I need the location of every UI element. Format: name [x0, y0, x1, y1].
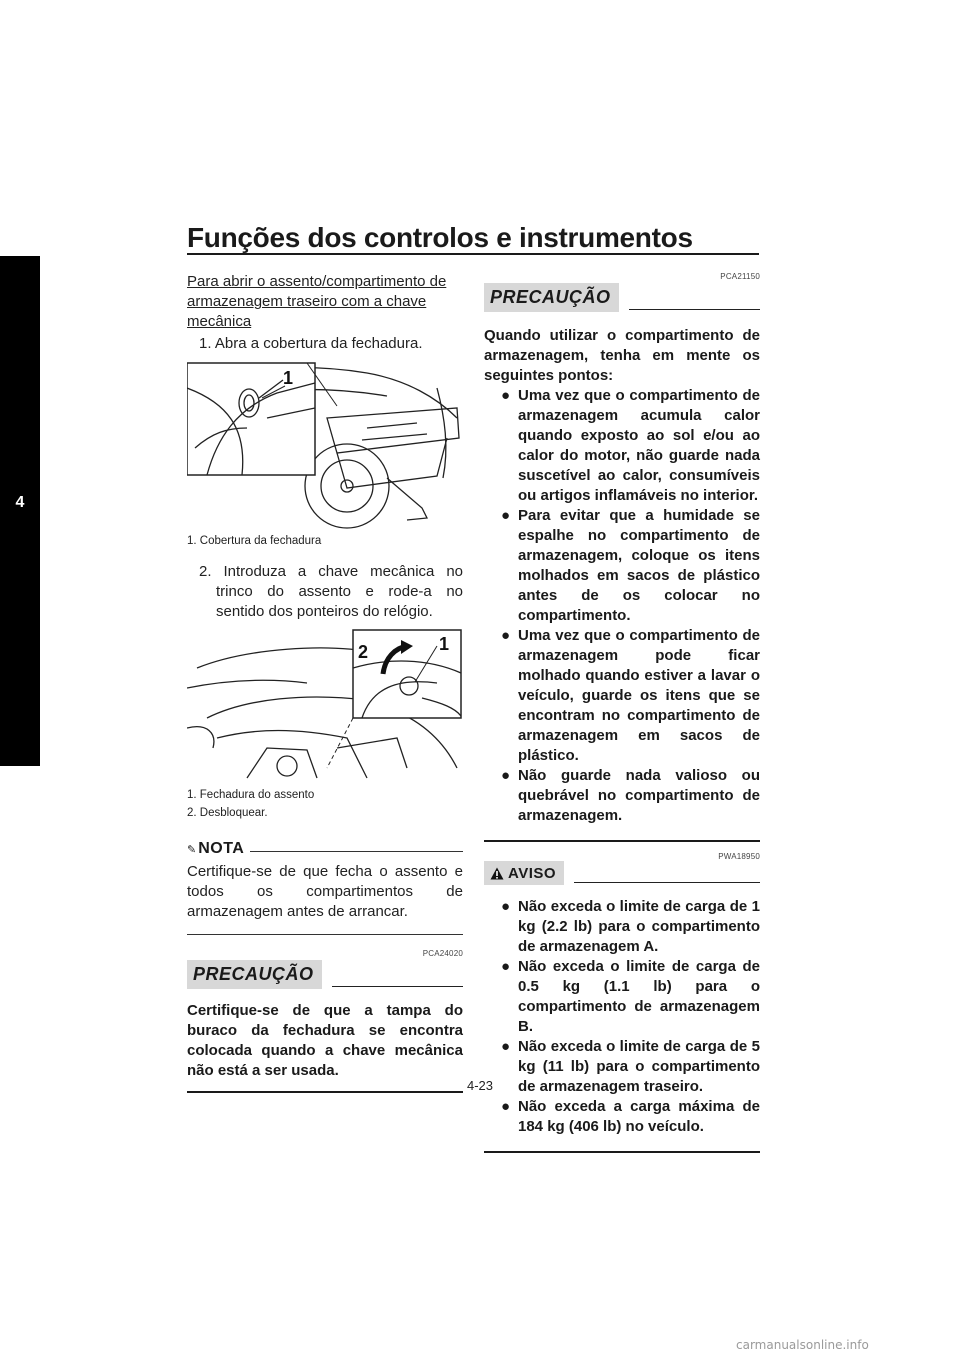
chapter-number: 4 [15, 494, 25, 511]
nota-label: NOTA [198, 840, 245, 857]
warning-code: PWA18950 [718, 852, 760, 861]
caution-code-left: PCA24020 [422, 949, 463, 958]
caution-header-right [484, 283, 760, 312]
bullet-dot-icon: ● [501, 898, 511, 915]
nota-text: Certifique-se de que fecha o assento e todos os compartimentos de armazenagem antes de arrancar. [187, 863, 463, 920]
nota-header [187, 840, 463, 858]
figure-1-caption: 1. Cobertura da fechadura [187, 535, 322, 547]
step-2: 2. Introduza a chave mecânica no trinco do assento e rode-a no sentido dos ponteiros do relógio. [199, 563, 463, 620]
warning-end-rule [484, 1151, 760, 1153]
seat-lock-illustration [187, 628, 463, 784]
caution-header-rule-right [629, 309, 760, 311]
bullet-dot-icon: ● [501, 767, 511, 784]
nota-end-rule [187, 934, 463, 935]
warning-bullet-list [484, 897, 760, 1137]
page-title: Funções dos controlos e instrumentos [187, 222, 693, 253]
caution-bullet-list [484, 386, 760, 826]
caution-end-rule-left [187, 1091, 463, 1093]
right-column [484, 272, 760, 1153]
bullet-dot-icon: ● [501, 387, 511, 404]
callout-2: 2 [358, 642, 369, 662]
warning-bullet: ● Não exceda a carga máxima de 184 kg (406 lb) no veículo. [501, 1098, 760, 1135]
warning-bullet: ● Não exceda o limite de carga de 1 kg (2.2 lb) para o compartimento de armazenagem A. [501, 898, 760, 955]
caution-text-left: Certifique-se de que a tampa do buraco da fechadura se encontra colocada quando a chave mecânica não está a ser usada. [187, 1002, 463, 1079]
warning-badge [484, 861, 564, 885]
callout-1: 1 [283, 368, 294, 388]
warning-header [484, 861, 760, 885]
bullet-dot-icon: ● [501, 1098, 511, 1115]
left-column [187, 272, 463, 1093]
title-rule [187, 253, 759, 255]
bullet-dot-icon: ● [501, 627, 511, 644]
note-pencil-icon: ✎ [187, 843, 197, 856]
nota-header-rule [250, 851, 463, 852]
warning-triangle-icon [490, 867, 504, 880]
watermark: carmanualsonline.info [736, 1338, 869, 1352]
bullet-dot-icon: ● [501, 1038, 511, 1055]
warning-header-rule [574, 882, 760, 884]
lock-cover-illustration [187, 358, 463, 530]
caution-bullet: ● Uma vez que o compartimento de armazenagem acumula calor quando exposto ao sol e/ou ao calor do motor, não guarde nada suscetível ao calor, consumíveis ou artigos inflamáveis no interior. [501, 387, 760, 504]
scooter-seat-lock-drawing [187, 628, 463, 784]
callout-1b: 1 [439, 634, 450, 654]
caution-intro-right: Quando utilizar o compartimento de armazenagem, tenha em mente os seguintes pontos: [484, 327, 760, 384]
caution-end-rule-right [484, 840, 760, 842]
step-1: 1. Abra a cobertura da fechadura. [199, 335, 423, 352]
warning-label: AVISO [508, 865, 557, 882]
caution-label-right: PRECAUÇÃO [484, 283, 619, 312]
figure-2-caption-2: 2. Desbloquear. [187, 807, 268, 819]
procedure-heading: Para abrir o assento/compartimento de armazenagem traseiro com a chave mecânica [187, 273, 447, 330]
bullet-dot-icon: ● [501, 507, 511, 524]
caution-bullet: ● Para evitar que a humidade se espalhe no compartimento de armazenagem, coloque os itens molhados em sacos de plástico antes de os colocar no compartimento. [501, 507, 760, 624]
bullet-dot-icon: ● [501, 958, 511, 975]
caution-label-left: PRECAUÇÃO [187, 960, 322, 989]
caution-code-right: PCA21150 [720, 272, 760, 281]
caution-header-rule-left [332, 986, 463, 988]
warning-bullet: ● Não exceda o limite de carga de 5 kg (11 lb) para o compartimento de armazenagem traseiro. [501, 1038, 760, 1095]
caution-bullet: ● Uma vez que o compartimento de armazenagem pode ficar molhado quando estiver a lavar o veículo, guarde os itens que se encontram no compartimento de armazenagem em sacos de plástico. [501, 627, 760, 764]
caution-header-left [187, 960, 463, 989]
page-number: 4-23 [466, 1078, 494, 1093]
warning-bullet: ● Não exceda o limite de carga de 0.5 kg (1.1 lb) para o compartimento de armazenagem B. [501, 958, 760, 1035]
scooter-lock-cover-drawing [187, 358, 463, 530]
figure-2-caption-1: 1. Fechadura do assento [187, 789, 315, 801]
caution-bullet: ● Não guarde nada valioso ou quebrável no compartimento de armazenagem. [501, 767, 760, 824]
